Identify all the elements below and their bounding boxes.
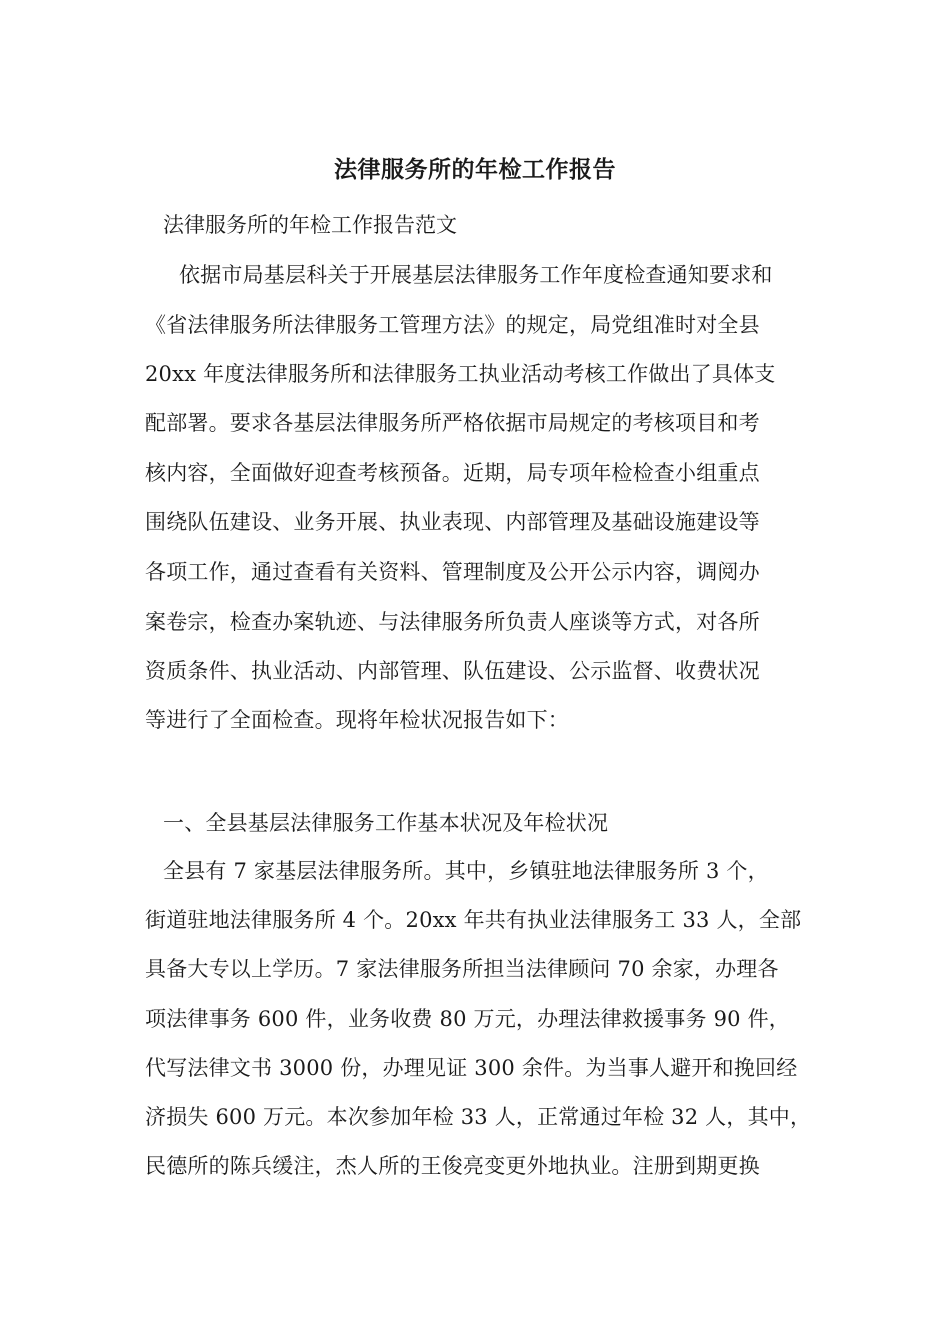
paragraph-line: 全县有 7 家基层法律服务所。其中，乡镇驻地法律服务所 3 个， xyxy=(163,859,769,883)
paragraph-line: 《省法律服务所法律服务工管理方法》的规定，局党组准时对全县 xyxy=(145,313,760,337)
paragraph-line: 民德所的陈兵缓注，杰人所的王俊亮变更外地执业。注册到期更换 xyxy=(145,1154,760,1178)
document-subtitle: 法律服务所的年检工作报告范文 xyxy=(163,213,457,237)
paragraph-line: 资质条件、执业活动、内部管理、队伍建设、公示监督、收费状况 xyxy=(145,659,760,683)
paragraph-line: 围绕队伍建设、业务开展、执业表现、内部管理及基础设施建设等 xyxy=(145,510,760,534)
paragraph-line: 代写法律文书 3000 份，办理见证 300 余件。为当事人避开和挽回经 xyxy=(145,1056,798,1080)
document-title: 法律服务所的年检工作报告 xyxy=(334,156,616,183)
paragraph-line: 项法律事务 600 件，业务收费 80 万元，办理法律救援事务 90 件， xyxy=(145,1007,790,1031)
paragraph-line: 等进行了全面检查。现将年检状况报告如下： xyxy=(145,708,569,732)
paragraph-line: 街道驻地法律服务所 4 个。20xx 年共有执业法律服务工 33 人，全部 xyxy=(145,908,802,932)
paragraph-line: 20xx 年度法律服务所和法律服务工执业活动考核工作做出了具体支 xyxy=(145,362,776,386)
section-heading: 一、全县基层法律服务工作基本状况及年检状况 xyxy=(163,811,609,835)
paragraph-line: 具备大专以上学历。7 家法律服务所担当法律顾问 70 余家，办理各 xyxy=(145,957,779,981)
paragraph-line: 济损失 600 万元。本次参加年检 33 人，正常通过年检 32 人，其中， xyxy=(145,1105,812,1129)
paragraph-line: 核内容，全面做好迎查考核预备。近期，局专项年检检查小组重点 xyxy=(145,461,760,485)
paragraph-line: 各项工作，通过查看有关资料、管理制度及公开公示内容，调阅办 xyxy=(145,560,760,584)
paragraph-line: 案卷宗，检查办案轨迹、与法律服务所负责人座谈等方式，对各所 xyxy=(145,610,760,634)
paragraph-line: 依据市局基层科关于开展基层法律服务工作年度检查通知要求和 xyxy=(179,263,773,287)
paragraph-line: 配部署。要求各基层法律服务所严格依据市局规定的考核项目和考 xyxy=(145,411,760,435)
